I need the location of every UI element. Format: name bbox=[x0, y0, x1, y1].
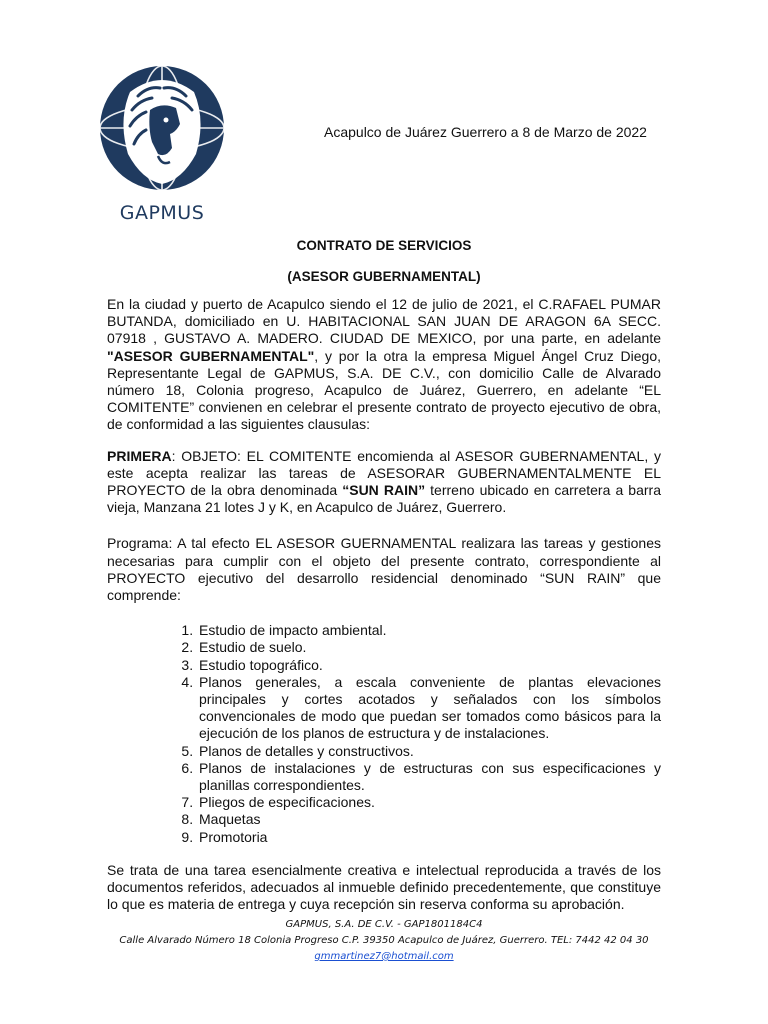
list-item: 8. Maquetas bbox=[197, 811, 661, 828]
lion-globe-icon bbox=[96, 62, 228, 194]
footer-email-link[interactable]: gmmartinez7@hotmail.com bbox=[314, 951, 454, 962]
logo-text: GAPMUS bbox=[119, 202, 205, 224]
list-item: 7. Pliegos de especificaciones. bbox=[197, 794, 661, 811]
list-item: 1. Estudio de impacto ambiental. bbox=[197, 622, 661, 639]
deliverables-list bbox=[107, 622, 661, 846]
contract-body bbox=[107, 296, 661, 928]
clause-primera bbox=[107, 448, 661, 517]
list-item: 3. Estudio topográfico. bbox=[197, 657, 661, 674]
footer-company: GAPMUS, S.A. DE C.V. - GAP1801184C4 bbox=[285, 919, 483, 930]
footer-address: Calle Alvarado Número 18 Colonia Progreso C.P. 39350 Acapulco de Juárez, Guerrero. TEL: 7442 42 04 30 bbox=[119, 935, 649, 946]
clause-label: PRIMERA bbox=[107, 447, 172, 464]
list-item: 9. Promotoria bbox=[197, 829, 661, 846]
intro-text-continued: , y por la otra la empresa Miguel Ángel Cruz Diego, Representante Legal de GAPMUS, S.A. DE C.V., con domicilio Calle de Alvarado número 18, Colonia progreso, Acapulco de Juárez, Guerrero, en adelante “EL COMITENTE” convienen en celebrar el presente contrato de proyecto ejecutivo de obra, de conformidad a las siguientes clausulas: bbox=[107, 347, 661, 433]
clause-text: : OBJETO: EL COMITENTE encomienda al ASESOR GUBERNAMENTAL, y este acepta realizar las tareas de ASESORAR GUBERNAMENTALMENTE EL PROYECTO de la obra denominada bbox=[107, 447, 661, 499]
list-item: 5. Planos de detalles y constructivos. bbox=[197, 743, 661, 760]
document-subtitle: (ASESOR GUBERNAMENTAL) bbox=[287, 269, 481, 284]
closing-paragraph: Se trata de una tarea esencialmente creativa e intelectual reproducida a través de los documentos referidos, adecuados al inmueble definido precedentemente, que constituye lo que es materia de entrega y cuya recepción sin reserva conforma su aprobación. bbox=[107, 861, 661, 913]
intro-paragraph bbox=[107, 296, 661, 434]
project-name: “SUN RAIN” bbox=[342, 482, 426, 499]
intro-text: En la ciudad y puerto de Acapulco siendo el 12 de julio de 2021, el C.RAFAEL PUMAR BUTANDA, domiciliado en U. HABITACIONAL SAN JUAN DE ARAGON 6A SECC. 07918 , GUSTAVO A. MADERO. CIUDAD DE MEXICO, por una parte, en adelante bbox=[107, 296, 661, 347]
page-footer bbox=[0, 917, 768, 965]
list-item: 2. Estudio de suelo. bbox=[197, 639, 661, 656]
document-title: CONTRATO DE SERVICIOS bbox=[296, 238, 472, 253]
list-item: 6. Planos de instalaciones y de estructuras con sus especificaciones y planillas correspondientes. bbox=[197, 760, 661, 794]
date-line: Acapulco de Juárez Guerrero a 8 de Marzo de 2022 bbox=[324, 124, 647, 140]
clause-text-continued: terreno ubicado en carretera a barra vieja, Manzana 21 lotes J y K, en Acapulco de Juárez, Guerrero. bbox=[107, 482, 661, 516]
list-item: 4. Planos generales, a escala conveniente de plantas elevaciones principales y cortes acotados y señalados con los símbolos convencionales de modo que puedan ser tomados como básicos para la ejecución de los planos de estructura y de instalaciones. bbox=[197, 674, 661, 743]
asesor-term: "ASESOR GUBERNAMENTAL" bbox=[107, 347, 315, 364]
gapmus-logo bbox=[96, 62, 228, 224]
program-paragraph: Programa: A tal efecto EL ASESOR GUERNAMENTAL realizara las tareas y gestiones necesarias para cumplir con el objeto del presente contrato, correspondiente al PROYECTO ejecutivo del desarrollo residencial denominado “SUN RAIN” que comprende: bbox=[107, 535, 661, 604]
